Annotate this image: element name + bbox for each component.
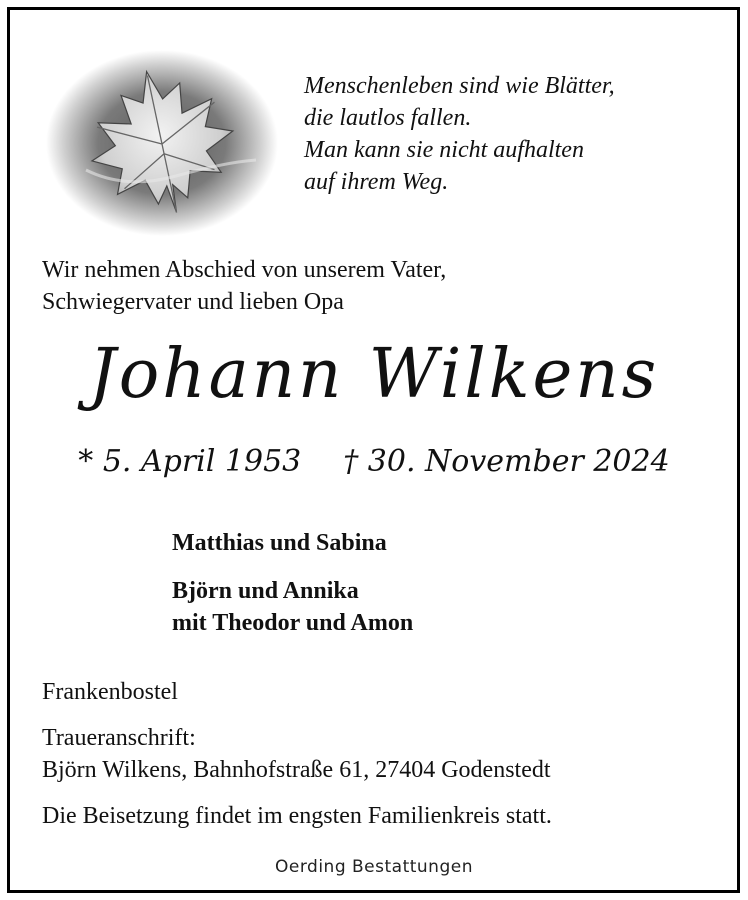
poem-line: Man kann sie nicht aufhalten xyxy=(304,137,584,163)
family-line: Björn und Annika xyxy=(172,578,359,604)
poem-line: Menschenleben sind wie Blätter, xyxy=(304,73,615,99)
address-value: Björn Wilkens, Bahnhofstraße 61, 27404 Godenstedt xyxy=(42,757,551,783)
place: Frankenbostel xyxy=(42,679,178,705)
info-block xyxy=(42,676,712,832)
undertaker-name: Oerding Bestattungen xyxy=(275,857,473,877)
death-date: † 30. November 2024 xyxy=(343,444,670,479)
intro-line: Wir nehmen Abschied von unserem Vater, xyxy=(42,257,447,283)
funeral-note: Die Beisetzung findet im engsten Familienkreis statt. xyxy=(42,803,552,829)
address-label: Traueranschrift: xyxy=(42,725,196,751)
birth-date: * 5. April 1953 xyxy=(78,444,302,479)
intro-text xyxy=(42,254,702,318)
poem-line: auf ihrem Weg. xyxy=(304,169,449,195)
deceased-name: Johann Wilkens xyxy=(88,335,660,414)
family-list xyxy=(172,527,692,639)
intro-line: Schwiegervater und lieben Opa xyxy=(42,289,344,315)
family-line: mit Theodor und Amon xyxy=(172,610,414,636)
maple-leaf-image xyxy=(46,50,278,236)
family-line: Matthias und Sabina xyxy=(172,530,387,556)
poem-line: die lautlos fallen. xyxy=(304,105,472,131)
poem xyxy=(304,70,724,198)
life-dates xyxy=(0,442,748,482)
